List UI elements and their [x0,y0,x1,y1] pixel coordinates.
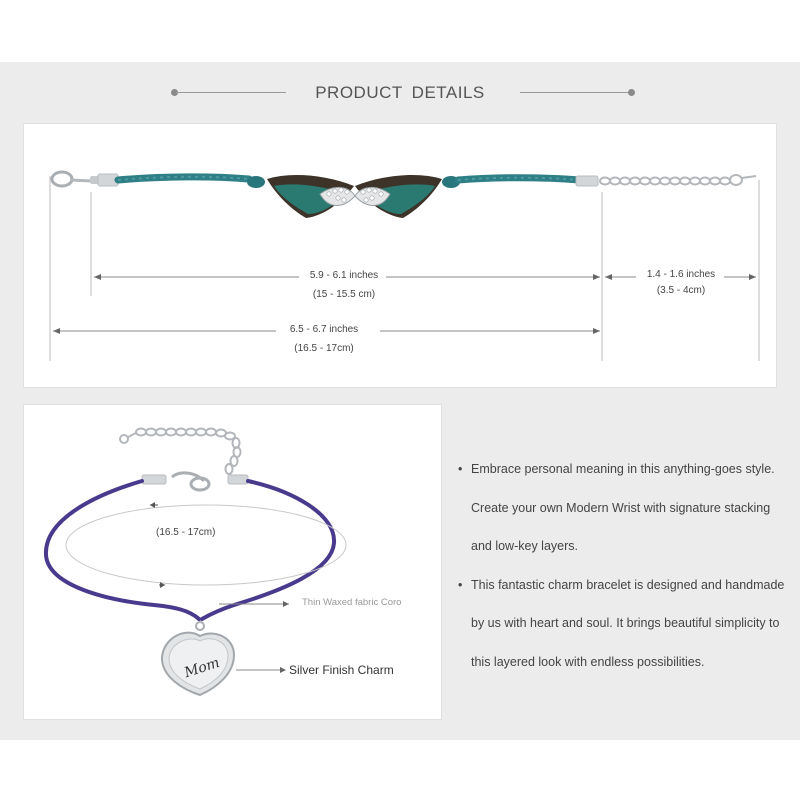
bracelet-dimension-drawing [24,124,778,389]
teal-cord-right [442,176,598,188]
charm-diagram-panel [23,404,442,720]
page-title: PRODUCT DETAILS [315,83,485,102]
description-line: This fantastic charm bracelet is designed and handmade [471,577,785,592]
bullet-marker: • [458,462,463,476]
extension-chain [120,429,241,475]
extension-chain [600,175,756,185]
main-length-inches: 5.9 - 6.1 inches [309,270,379,281]
extension-length-inches: 1.4 - 1.6 inches [646,269,716,280]
total-length-inches: 6.5 - 6.7 inches [289,324,359,335]
bullet-marker: • [458,577,463,592]
description-line: Embrace personal meaning in this anything-goes style. [471,462,775,476]
extension-length-cm: (3.5 - 4cm) [656,285,706,296]
description-line: this layered look with endless possibilities. [471,654,705,669]
dimension-panel [23,123,777,388]
charm-finish-label: Silver Finish Charm [289,663,394,677]
description-paragraph [458,566,788,682]
description-paragraph [458,450,788,566]
angel-wings-charm [267,175,442,218]
circumference-label: (16.5 - 17cm) [156,527,216,538]
lobster-clasp-icon [52,172,118,186]
product-description [458,450,788,681]
description-line: by us with heart and soul. It brings beautiful simplicity to [471,616,780,630]
total-length-cm: (16.5 - 17cm) [294,343,354,354]
teal-cord-left [118,176,265,188]
decor-dot-right [628,89,635,96]
description-line: and low-key layers. [471,539,578,553]
description-line: Create your own Modern Wrist with signature stacking [471,500,771,515]
main-length-cm: (15 - 15.5 cm) [312,289,376,300]
decor-line-right [520,92,632,93]
section-header [0,80,800,106]
cord-material-label: Thin Waxed fabric Coro [302,597,402,608]
lobster-clasp-icon [142,473,248,490]
purple-cord [46,481,334,619]
charm-engraving: Mom [182,654,222,682]
